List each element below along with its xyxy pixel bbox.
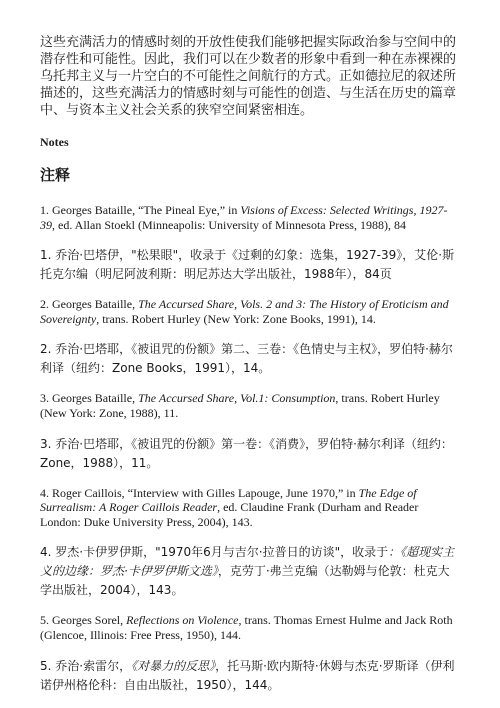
note-text: , ed. Claudine Frank (Durham and Reader London: Duke University Press, 2004), 143. (40, 500, 419, 529)
note-text: 1. 乔治·巴塔伊，"松果眼"，收录于《过剩的幻象：选集，1927-39》，艾伦·斯托克尔编（明尼阿波利斯：明尼苏达大学出版社，1988年），84页 (40, 248, 455, 282)
note-title: Reflections on Violence (126, 613, 239, 628)
notes-heading: Notes (40, 135, 69, 149)
note-title: 《对暴力的反思》 (131, 658, 216, 673)
note-1-en (40, 203, 458, 232)
note-text: 2. Georges Bataille, (40, 297, 139, 312)
note-title: Visions of Excess: Selected Writings, 1927-39 (40, 203, 448, 232)
note-text: 5. 乔治·索雷尔， (40, 658, 132, 673)
note-5-en (40, 613, 458, 642)
note-2-en (40, 297, 458, 326)
intro-paragraph: 这些充满活力的情感时刻的开放性使我们能够把握实际政治参与空间中的潜存性和可能性。因此，我们可以在少数者的形象中看到一种在赤裸裸的乌托邦主义与一片空白的不可能性之间航行的方式。正如德拉尼的叙述所描述的，这些充满活力的情感时刻与可能性的创造、与生活在历史的篇章中、与资本主义社会关系的狭窄空间紧密相连。 (40, 35, 457, 118)
note-3-en (40, 391, 458, 420)
note-4-en (40, 486, 458, 530)
note-title: ：《超现实主义的边缘：罗杰·卡伊罗伊斯文选》 (40, 545, 455, 579)
note-1-zh (40, 246, 458, 284)
note-2-zh (40, 340, 458, 378)
note-text: 3. 乔治·巴塔耶，《被诅咒的份额》第一卷：《消费》，罗伯特·赫尔利译（纽约：Zone，1988），11。 (40, 436, 453, 470)
note-text: 5. Georges Sorel, (40, 613, 127, 628)
note-5-zh (40, 657, 458, 695)
note-text: 4. Roger Caillois, “Interview with Gilles Lapouge, June 1970,” in (40, 485, 359, 500)
note-text: , trans. Thomas Ernest Hulme and Jack Roth (Glencoe, Illinois: Free Press, 1950), 144. (40, 613, 453, 642)
note-title: The Accursed Share, Vol.1: Consumption (138, 391, 336, 406)
note-text: ，克劳丁·弗兰克编（达勒姆与伦敦：杜克大学出版社，2004），143。 (40, 564, 450, 598)
note-3-zh (40, 435, 458, 473)
note-4-zh (40, 543, 458, 600)
note-text: 3. Georges Bataille, (40, 391, 139, 406)
note-text: , ed. Allan Stoekl (Minneapolis: University of Minnesota Press, 1988), 84 (52, 217, 406, 232)
note-text: , trans. Robert Hurley (New York: Zone Books, 1991), 14. (96, 311, 376, 326)
note-text: 1. Georges Bataille, “The Pineal Eye,” in (40, 203, 241, 217)
note-text: , trans. Robert Hurley (New York: Zone, 1988), 11. (40, 391, 440, 420)
note-text: ，托马斯·欧内斯特·休姆与杰克·罗斯译（伊利诺伊州格伦科：自由出版社，1950），144。 (40, 658, 455, 692)
note-text: 4. 罗杰·卡伊罗伊斯，"1970年6月与吉尔·拉普日的访谈"，收录于 (40, 545, 389, 560)
note-text: 2. 乔治·巴塔耶，《被诅咒的份额》第二、三卷：《色情史与主权》，罗伯特·赫尔利译（纽约：Zone Books，1991），14。 (40, 342, 453, 376)
note-title: The Edge of Surrealism: A Roger Caillois Reader (40, 485, 417, 515)
note-title: The Accursed Share, Vols. 2 and 3: The History of Eroticism and Sovereignty (40, 297, 449, 326)
notes-heading-zh: 注释 (40, 166, 71, 184)
